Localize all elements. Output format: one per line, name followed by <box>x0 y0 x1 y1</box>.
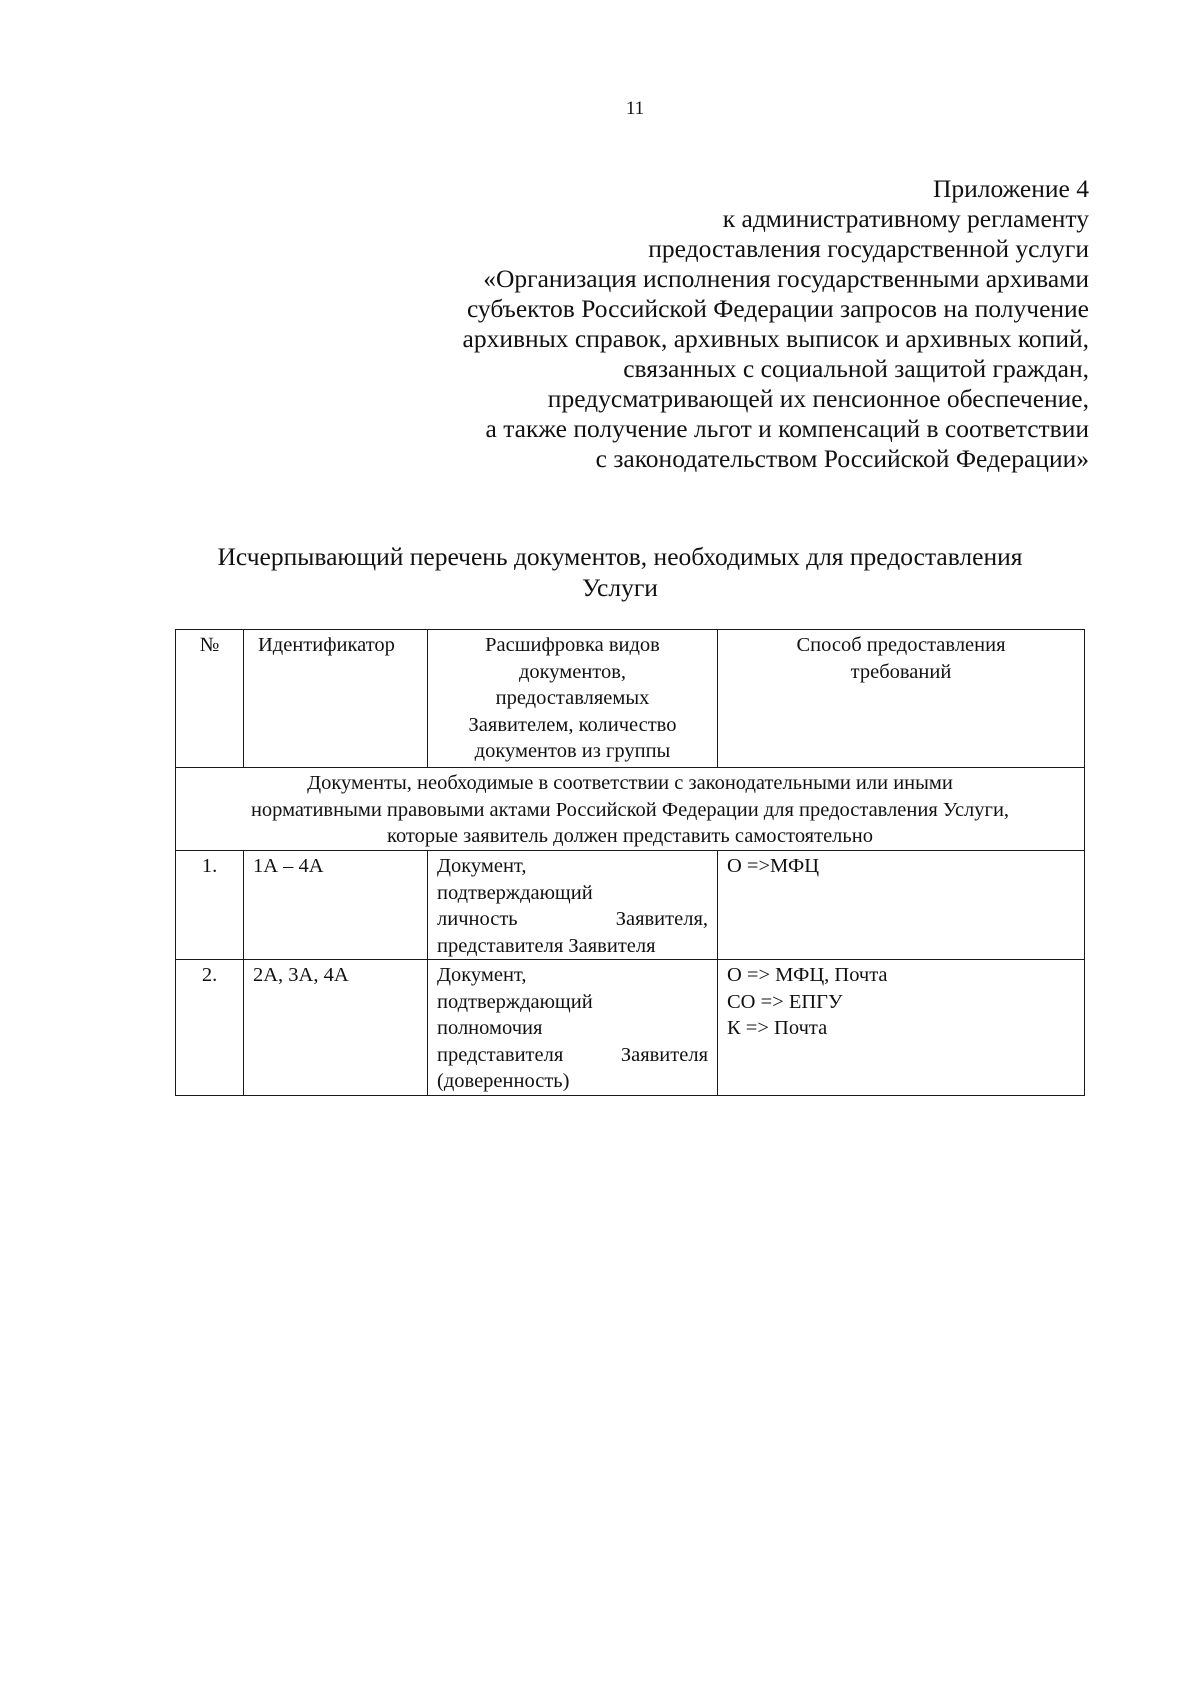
row-description-line: Документ, <box>437 964 527 986</box>
row-method-line: О => МФЦ, Почта <box>727 964 888 986</box>
header-method <box>718 630 1085 768</box>
table-section-row <box>176 768 1085 851</box>
appendix-line: связанных с социальной защитой граждан, <box>623 354 1089 383</box>
row-method <box>718 960 1085 1096</box>
header-description-line: Расшифровка видов <box>485 634 660 656</box>
row-description-line <box>437 906 708 933</box>
row-description-line <box>437 1042 708 1069</box>
appendix-line: к административному регламенту <box>722 204 1089 233</box>
section-heading-line: Документы, необходимые в соответствии с законодательными или иными <box>307 772 953 794</box>
row-number: 1. <box>176 851 244 960</box>
row-description-word: Заявителя <box>620 1043 708 1066</box>
row-description <box>428 960 718 1096</box>
row-description-line: (доверенность) <box>437 1070 570 1092</box>
row-description-line: представителя Заявителя <box>437 934 656 957</box>
row-description <box>428 851 718 960</box>
row-method-line: СО => ЕПГУ <box>727 990 843 1013</box>
header-identifier: Идентификатор <box>244 630 428 768</box>
section-heading-line: которые заявитель должен представить самостоятельно <box>387 825 873 847</box>
section-heading-line: нормативными правовыми актами Российской Федерации для предоставления Услуги, <box>250 798 1010 821</box>
document-title-line: Услуги <box>582 573 658 602</box>
appendix-line: с законодательством Российской Федерации» <box>595 444 1089 473</box>
appendix-header <box>463 174 1090 474</box>
table-row <box>176 960 1085 1096</box>
row-number: 2. <box>176 960 244 1096</box>
row-description-line: подтверждающий <box>437 990 593 1013</box>
header-description-line: документов, <box>518 660 627 683</box>
header-method-line: Способ предоставления <box>796 634 1006 656</box>
row-method-line: К => Почта <box>727 1017 828 1039</box>
header-description-line: предоставляемых <box>495 687 650 709</box>
row-method <box>718 851 1085 960</box>
appendix-line: субъектов Российской Федерации запросов на получение <box>466 294 1089 323</box>
document-title <box>170 541 1070 603</box>
appendix-line: Приложение 4 <box>933 174 1089 203</box>
header-num: № <box>176 630 244 768</box>
row-description-line: полномочия <box>437 1017 543 1039</box>
document-title-line: Исчерпывающий перечень документов, необходимых для предоставления <box>217 542 1023 571</box>
section-heading <box>176 768 1085 851</box>
header-description <box>428 630 718 768</box>
table-row <box>176 851 1085 960</box>
appendix-line: архивных справок, архивных выписок и архивных копий, <box>462 324 1089 353</box>
row-description-word: Заявителя, <box>615 908 708 930</box>
row-description-line: подтверждающий <box>437 881 593 904</box>
header-description-line: Заявителем, количество <box>468 713 677 736</box>
row-description-line: Документ, <box>437 855 527 877</box>
page-number: 11 <box>625 98 645 119</box>
header-method-line: требований <box>850 660 952 683</box>
row-description-word: личность <box>437 908 518 930</box>
appendix-line: «Организация исполнения государственными архивами <box>483 264 1089 293</box>
row-identifier: 1А – 4А <box>244 851 428 960</box>
appendix-line: предусматривающей их пенсионное обеспечение, <box>547 384 1089 413</box>
row-method-line: О =>МФЦ <box>727 855 820 877</box>
documents-table <box>175 629 1085 1096</box>
appendix-line: а также получение льгот и компенсаций в соответствии <box>485 414 1089 443</box>
header-description-line: документов из группы <box>474 740 671 762</box>
row-identifier: 2А, 3А, 4А <box>244 960 428 1096</box>
appendix-line: предоставления государственной услуги <box>648 234 1089 263</box>
table-header-row <box>176 630 1085 768</box>
row-description-word: представителя <box>437 1043 564 1066</box>
